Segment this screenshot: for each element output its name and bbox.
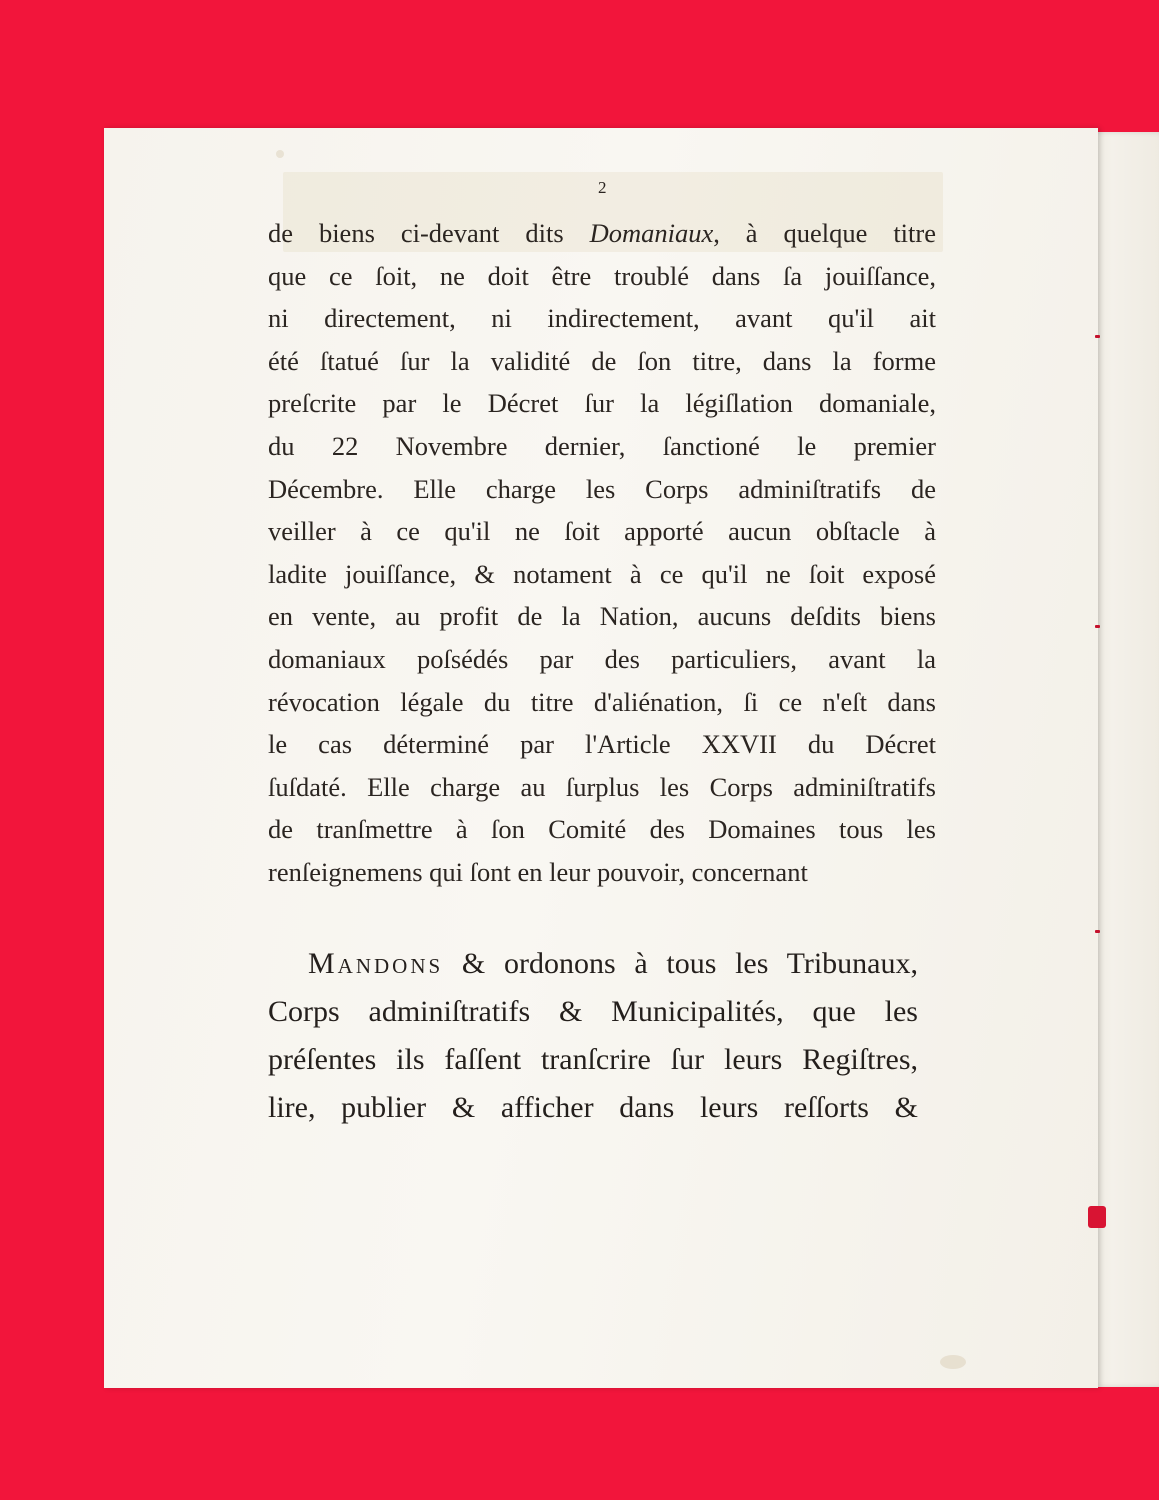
- text-line: preſcrite par le Décret ſur la légiſlation domaniale,: [268, 388, 936, 419]
- text-line: lire, publier & afficher dans leurs reſſorts &: [268, 1091, 918, 1124]
- foxing-spot: [940, 1355, 966, 1369]
- paragraph-mandons: [268, 940, 918, 1132]
- stitch-mark: [1095, 625, 1100, 628]
- text-line: veiller à ce qu'il ne ſoit apporté aucun obſtacle à: [268, 516, 936, 547]
- text-line: été ſtatué ſur la validité de ſon titre, dans la forme: [268, 345, 936, 376]
- text-line: ni directement, ni indirectement, avant qu'il ait: [268, 303, 936, 334]
- stitch-mark: [1095, 335, 1100, 338]
- text-line: révocation légale du titre d'aliénation, ſi ce n'eſt dans: [268, 686, 936, 717]
- text-line: domaniaux poſsédés par des particuliers, avant la: [268, 643, 936, 674]
- text-line: Décembre. Elle charge les Corps adminiſtratifs de: [268, 473, 936, 504]
- smallcaps-word: Mandons: [308, 947, 444, 980]
- text-line: le cas déterminé par l'Article XXVII du Décret: [268, 729, 936, 760]
- text-line: du 22 Novembre dernier, ſanctioné le premier: [268, 430, 936, 461]
- text-line: renſeignemens qui ſont en leur pouvoir, concernant: [268, 856, 808, 887]
- text-line: Mandons & ordonons à tous les Tribunaux,: [308, 947, 918, 980]
- foxing-spot: [276, 150, 284, 158]
- paragraph-domaniaux: [268, 212, 936, 894]
- text-line: ſuſdaté. Elle charge au ſurplus les Corps adminiſtratifs: [268, 771, 936, 802]
- text-line: ladite jouiſſance, & notament à ce qu'il ne ſoit exposé: [268, 558, 936, 589]
- text-line: en vente, au profit de la Nation, aucuns deſdits biens: [268, 601, 936, 632]
- text-line: de biens ci-devant dits Domaniaux, à quelque titre: [268, 218, 936, 248]
- stitch-mark: [1095, 930, 1100, 933]
- text-line: préſentes ils faſſent tranſcrire ſur leurs Regiſtres,: [268, 1043, 918, 1076]
- text-line: de tranſmettre à ſon Comité des Domaines tous les: [268, 814, 936, 845]
- text-line: que ce ſoit, ne doit être troublé dans ſa jouiſſance,: [268, 260, 936, 291]
- italic-word: Domaniaux: [589, 218, 714, 248]
- stitch-hole: [1088, 1206, 1106, 1228]
- text-line: Corps adminiſtratifs & Municipalités, que les: [268, 995, 918, 1028]
- page-number: 2: [598, 178, 607, 197]
